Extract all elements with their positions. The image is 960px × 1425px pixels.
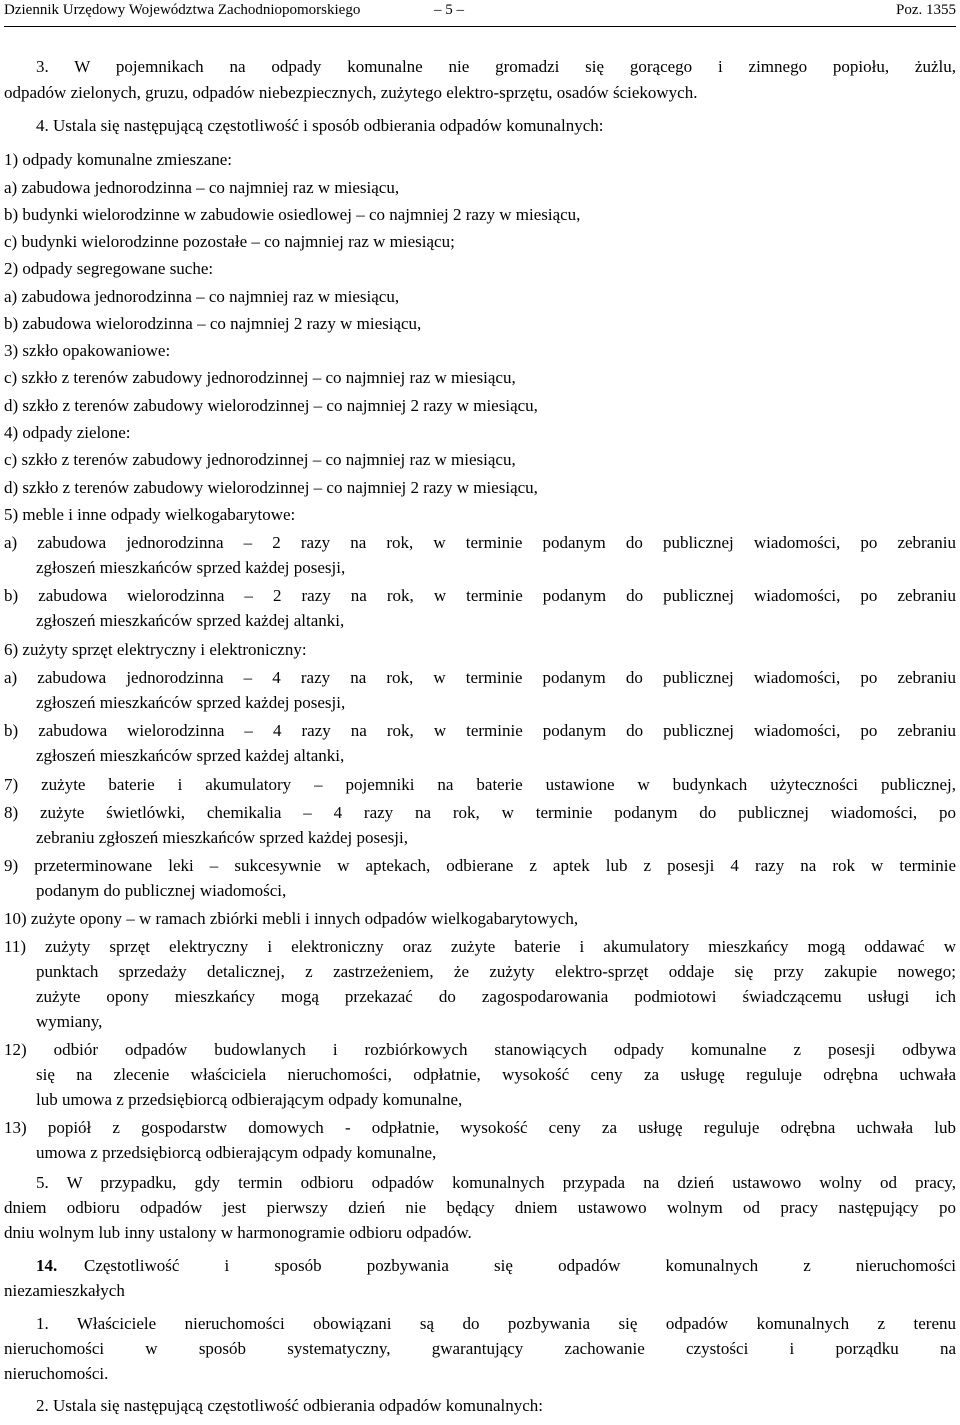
section-14-title-continuation: niezamieszkałych: [4, 1281, 125, 1300]
list-item-continuation: lub umowa z przedsiębiorcą odbierającym odpady komunalne,: [36, 1090, 463, 1109]
list-item-continuation: się na zlecenie właściciela nieruchomości, odpłatnie, wysokość ceny za usługę reguluje odrębna uchwała: [36, 1065, 956, 1084]
list-item-12: 12) odbiór odpadów budowlanych i rozbiórkowych stanowiących odpady komunalne z posesji odbywa: [4, 1040, 956, 1059]
list-subitem: a) zabudowa jednorodzinna – co najmniej raz w miesiącu,: [4, 287, 400, 306]
list-item-continuation: punktach sprzedaży detalicznej, z zastrzeżeniem, że zużyty elektro-sprzęt oddaje się przy zakupie nowego;: [36, 962, 956, 981]
list-subitem: b) budynki wielorodzinne w zabudowie osiedlowej – co najmniej 2 razy w miesiącu,: [4, 205, 581, 224]
list-subitem-continuation: zgłoszeń mieszkańców sprzed każdej posesji,: [36, 558, 346, 577]
list-subitem-continuation: zgłoszeń mieszkańców sprzed każdej altanki,: [36, 746, 345, 765]
list-subitem: c) szkło z terenów zabudowy jednorodzinnej – co najmniej raz w miesiącu,: [4, 368, 516, 387]
page-number: – 5 –: [434, 2, 464, 18]
list-item-continuation: podanym do publicznej wiadomości,: [36, 881, 287, 900]
list-item-3: 3) szkło opakowaniowe:: [4, 341, 171, 360]
list-subitem: a) zabudowa jednorodzinna – 4 razy na rok, w terminie podanym do publicznej wiadomości, po zebraniu: [4, 668, 956, 687]
list-subitem: a) zabudowa jednorodzinna – co najmniej raz w miesiącu,: [4, 178, 400, 197]
list-subitem: c) budynki wielorodzinne pozostałe – co najmniej raz w miesiącu;: [4, 232, 455, 251]
list-item-continuation: zużyte opony mieszkańcy mogą przekazać do zagospodarowania podmiotowi świadczącemu usługi ich: [36, 987, 956, 1006]
list-item-10: 10) zużyte opony – w ramach zbiórki mebli i innych odpadów wielkogabarytowych,: [4, 909, 579, 928]
section-14-paragraph-1-line-3: nieruchomości.: [4, 1364, 109, 1383]
list-subitem: a) zabudowa jednorodzinna – 2 razy na rok, w terminie podanym do publicznej wiadomości, po zebraniu: [4, 533, 956, 552]
section-14-paragraph-1-line-1: 1. Właściciele nieruchomości obowiązani są do pozbywania się odpadów komunalnych z terenu: [36, 1314, 956, 1333]
list-item-6: 6) zużyty sprzęt elektryczny i elektroniczny:: [4, 640, 307, 659]
list-subitem-continuation: zgłoszeń mieszkańców sprzed każdej altanki,: [36, 611, 345, 630]
list-item-5: 5) meble i inne odpady wielkogabarytowe:: [4, 505, 296, 524]
list-subitem: b) zabudowa wielorodzinna – 4 razy na rok, w terminie podanym do publicznej wiadomości, po zebraniu: [4, 721, 956, 740]
list-subitem: b) zabudowa wielorodzinna – co najmniej 2 razy w miesiącu,: [4, 314, 422, 333]
journal-title: Dziennik Urzędowy Województwa Zachodniopomorskiego: [4, 2, 361, 18]
position-number: Poz. 1355: [896, 2, 956, 18]
list-subitem: b) zabudowa wielorodzinna – 2 razy na rok, w terminie podanym do publicznej wiadomości, po zebraniu: [4, 586, 956, 605]
section-14-number: 14.: [36, 1256, 58, 1275]
list-item-8: 8) zużyte świetlówki, chemikalia – 4 razy na rok, w terminie podanym do publicznej wiadomości, po: [4, 803, 956, 822]
page-header: [4, 0, 956, 27]
list-item-continuation: umowa z przedsiębiorcą odbierającym odpady komunalne,: [36, 1143, 437, 1162]
list-item-continuation: zebraniu zgłoszeń mieszkańców sprzed każdej posesji,: [36, 828, 408, 847]
paragraph-3-line-1: 3. W pojemnikach na odpady komunalne nie gromadzi się gorącego i zimnego popiołu, żużlu,: [36, 57, 956, 76]
paragraph-3-line-2: odpadów zielonych, gruzu, odpadów niebezpiecznych, zużytego elektro-sprzętu, osadów ściekowych.: [4, 83, 698, 102]
list-item-7: 7) zużyte baterie i akumulatory – pojemniki na baterie ustawione w budynkach użyteczności publicznej,: [4, 775, 956, 794]
list-subitem: d) szkło z terenów zabudowy wielorodzinnej – co najmniej 2 razy w miesiącu,: [4, 396, 538, 415]
list-item-2: 2) odpady segregowane suche:: [4, 259, 214, 278]
list-subitem: d) szkło z terenów zabudowy wielorodzinnej – co najmniej 2 razy w miesiącu,: [4, 478, 538, 497]
paragraph-5-line-1: 5. W przypadku, gdy termin odbioru odpadów komunalnych przypada na dzień ustawowo wolny od pracy,: [36, 1173, 956, 1192]
section-14-paragraph-1-line-2: nieruchomości w sposób systematyczny, gwarantujący zachowanie czystości i porządku na: [4, 1339, 956, 1358]
section-14-paragraph-2: 2. Ustala się następującą częstotliwość odbierania odpadów komunalnych:: [36, 1396, 544, 1415]
list-subitem: c) szkło z terenów zabudowy jednorodzinnej – co najmniej raz w miesiącu,: [4, 450, 516, 469]
list-item-13: 13) popiół z gospodarstw domowych - odpłatnie, wysokość ceny za usługę reguluje odrębna uchwała lub: [4, 1118, 956, 1137]
list-item-continuation: wymiany,: [36, 1012, 103, 1031]
section-14-title: Częstotliwość i sposób pozbywania się odpadów komunalnych z nieruchomości: [84, 1256, 956, 1275]
paragraph-5-line-3: dniu wolnym lub inny ustalony w harmonogramie odbioru odpadów.: [4, 1223, 472, 1242]
list-subitem-continuation: zgłoszeń mieszkańców sprzed każdej posesji,: [36, 693, 346, 712]
list-item-1: 1) odpady komunalne zmieszane:: [4, 150, 233, 169]
paragraph-4-heading: 4. Ustala się następującą częstotliwość i sposób odbierania odpadów komunalnych:: [36, 116, 604, 135]
list-item-11: 11) zużyty sprzęt elektryczny i elektroniczny oraz zużyte baterie i akumulatory mieszkańcy mogą oddawać w: [4, 937, 956, 956]
paragraph-5-line-2: dniem odbioru odpadów jest pierwszy dzień nie będący dniem ustawowo wolnym od pracy następujący po: [4, 1198, 956, 1217]
list-item-9: 9) przeterminowane leki – sukcesywnie w aptekach, odbierane z aptek lub z posesji 4 razy na rok w terminie: [4, 856, 956, 875]
list-item-4: 4) odpady zielone:: [4, 423, 131, 442]
